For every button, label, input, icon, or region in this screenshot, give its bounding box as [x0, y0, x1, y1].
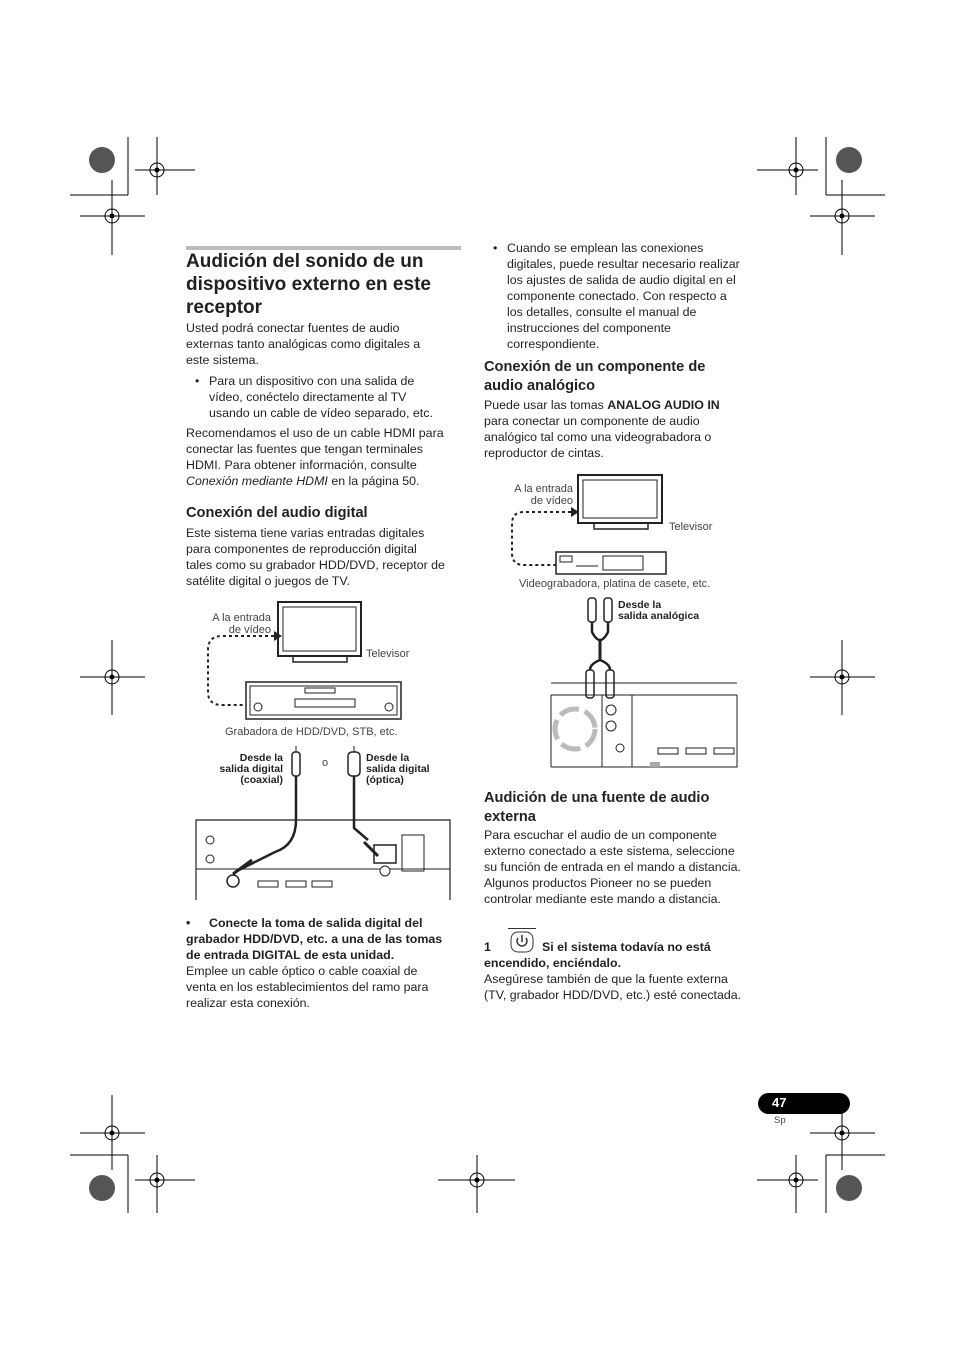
main-heading-line2: dispositivo externo en este — [186, 274, 431, 295]
digital-settings-bullet: Cuando se emplean las conexiones digitales, puede resultar necesario realizar los ajustes de salida de audio digital en el componente conectado. Con respecto a los detalles, consulte el manual de instrucciones del componente correspondiente. — [507, 241, 740, 351]
power-button[interactable] — [508, 928, 536, 955]
digital-body: Este sistema tiene varias entradas digitales para componentes de reproducción digital tales como su grabador HDD/DVD, receptor de satélite digital o juegos de TV. — [186, 526, 445, 588]
analog-receiver-rear-panel — [551, 683, 737, 767]
step-bold-line1: Si el sistema todavía no está — [542, 940, 711, 954]
analog-source-label: Videograbadora, platina de casete, etc. — [519, 578, 711, 590]
page-number-badge: 47 — [758, 1093, 850, 1114]
cassette-deck-icon — [556, 552, 666, 574]
analog-video-link-dashed — [512, 512, 571, 565]
digital-step-bullet: • — [186, 916, 191, 930]
coax-output-label: Desde la salida digital (coaxial) — [219, 752, 283, 786]
main-heading-line3: receptor — [186, 297, 263, 318]
step-bold-line2: encendido, enciéndalo. — [484, 956, 622, 970]
hdmi-reference-link: Conexión mediante HDMI — [186, 474, 328, 488]
analog-tv-label: Televisor — [669, 521, 713, 533]
analog-heading: Conexión de un componente de audio analógico — [484, 359, 706, 394]
digital-step-bold: Conecte la toma de salida digital del grabador HDD/DVD, etc. a una de las tomas de entrada DIGITAL de esta unidad. — [186, 916, 443, 962]
external-step-body: Asegúrese también de que la fuente externa (TV, grabador HDD/DVD, etc.) esté conectada. — [484, 972, 742, 1002]
intro-para2: Recomendamos el uso de un cable HDMI para conectar las fuentes que tengan terminales HDMI. Para obtener información, consulte Conexión mediante HDMI en la página 50. — [186, 426, 444, 488]
right-bullet-marker: • — [493, 241, 498, 255]
power-icon — [508, 929, 536, 955]
intro-bullet-marker: • — [195, 374, 200, 388]
step-number: 1 — [484, 940, 491, 954]
intro-para1: Usted podrá conectar fuentes de audio externas tanto analógicas como digitales a este sistema. — [186, 321, 421, 367]
or-label: o — [322, 757, 329, 769]
main-heading-line1: Audición del sonido de un — [186, 251, 424, 272]
external-body: Para escuchar el audio de un componente externo conectado a este sistema, seleccione su función de entrada en el mando a distancia. Algunos productos Pioneer no se pueden controlar mediante este mando a distancia. — [484, 828, 741, 906]
rca-plugs-bottom-icon — [586, 670, 614, 698]
digital-tv-label: Televisor — [366, 648, 410, 660]
rca-plugs-top-icon — [588, 598, 612, 622]
digital-source-label: Grabadora de HDD/DVD, STB, etc. — [225, 726, 398, 738]
analog-body: Puede usar las tomas ANALOG AUDIO IN para conectar un componente de audio analógico tal como una videograbadora o reproductor de cintas. — [484, 398, 720, 460]
external-heading: Audición de una fuente de audio externa — [484, 790, 710, 825]
analog-video-input-label: A la entrada de vídeo — [514, 483, 573, 507]
digital-step-body: Emplee un cable óptico o cable coaxial de venta en los establecimientos del ramo para realizar esta conexión. — [186, 964, 429, 1010]
analog-output-label: Desde la salida analógica — [618, 599, 700, 622]
analog-television-icon — [578, 475, 662, 529]
intro-bullet1: Para un dispositivo con una salida de vídeo, conéctelo directamente al TV usando un cable de vídeo separado, etc. — [209, 374, 433, 420]
digital-video-input-label: A la entrada de vídeo — [212, 612, 271, 636]
language-label: Sp — [774, 1115, 786, 1126]
digital-heading: Conexión del audio digital — [186, 505, 368, 521]
optical-output-label: Desde la salida digital (óptica) — [366, 752, 430, 786]
analog-audio-in-label: ANALOG AUDIO IN — [607, 398, 720, 412]
